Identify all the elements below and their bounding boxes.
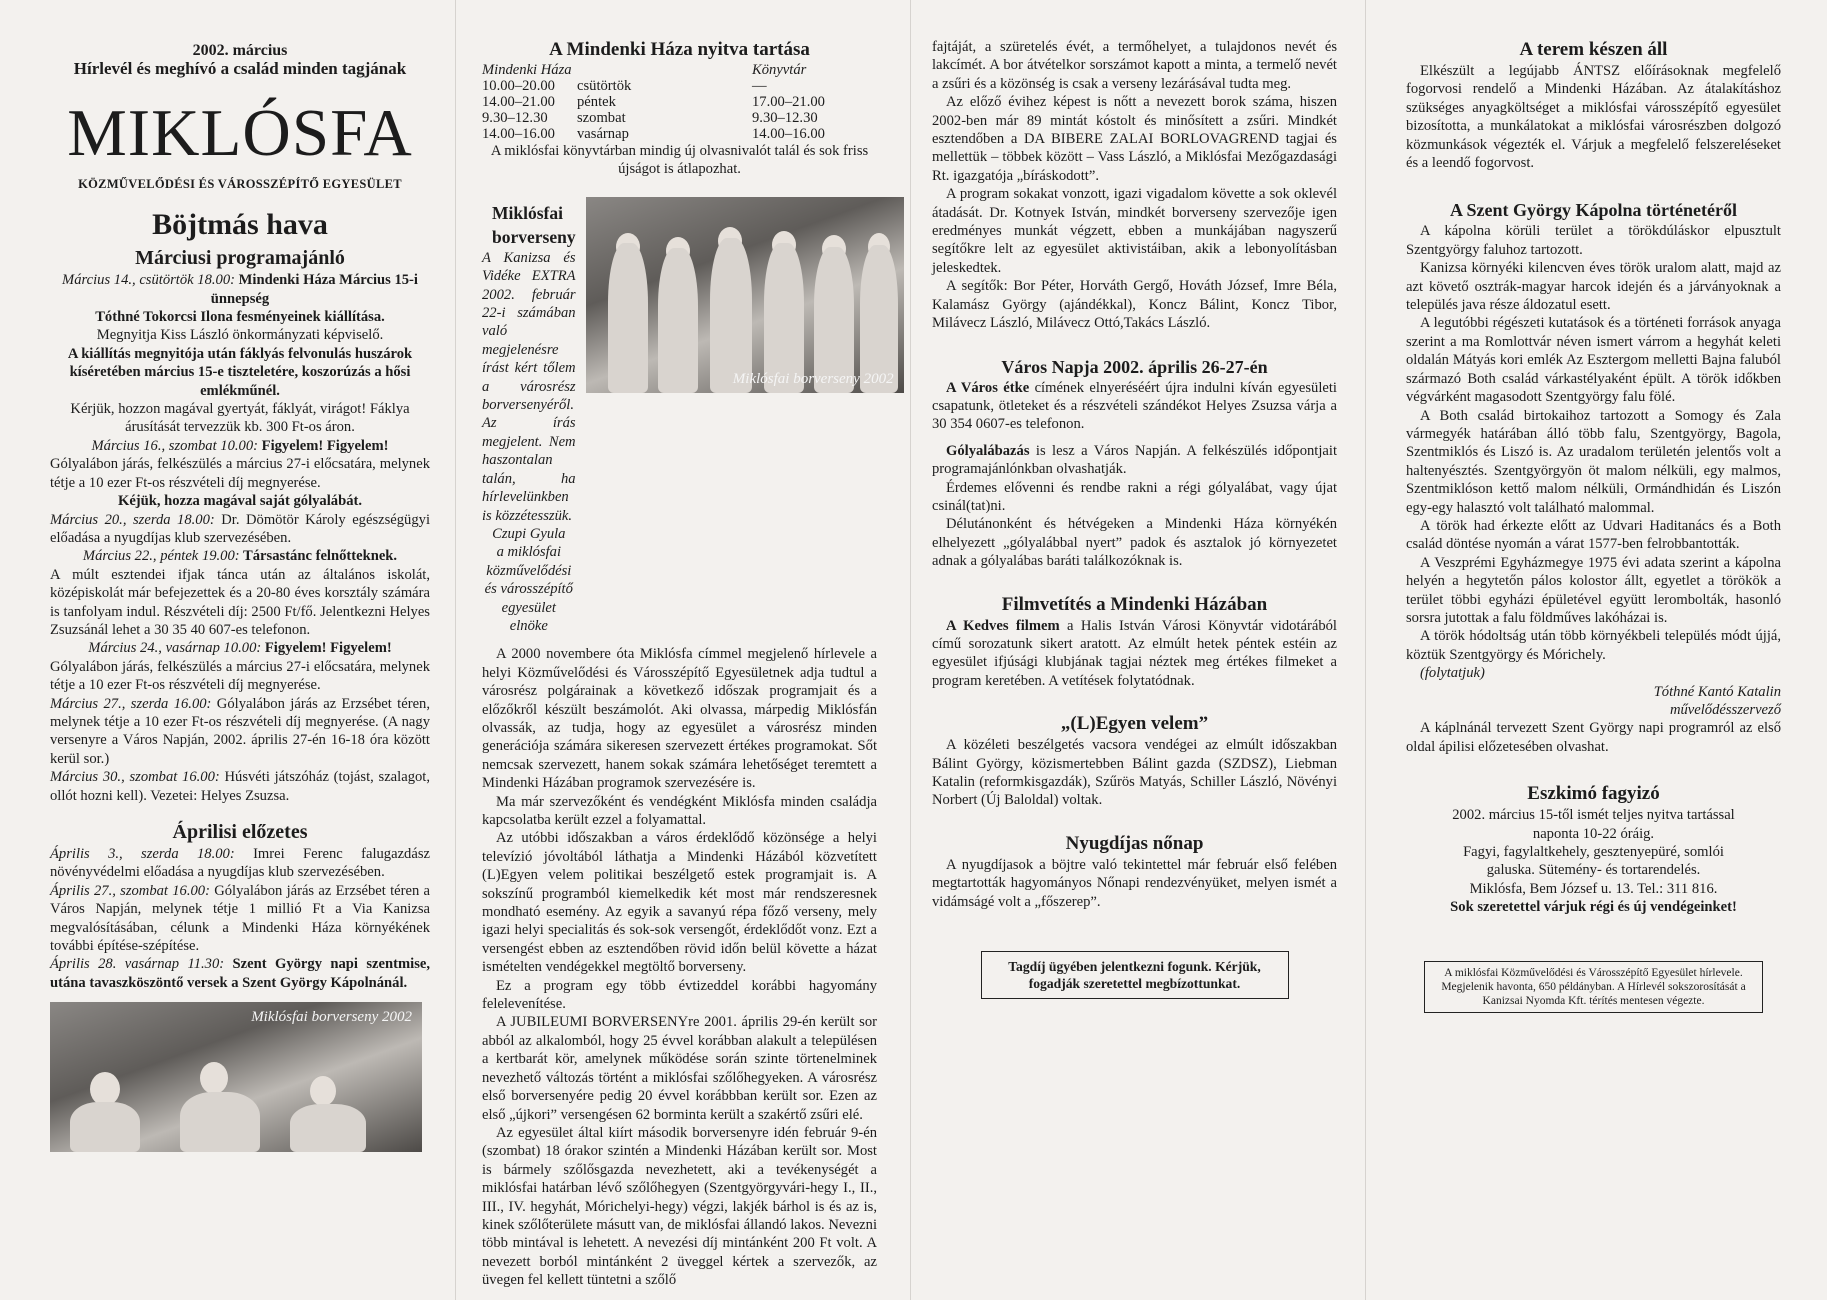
article-paragraph: Az utóbbi időszakban a város érdeklődő közönsége a helyi televízió jóvoltából láthatja a Mindenki Házából közvetített (L)Egyen velem politikai beszélgető estek programjait is. A sokszínű programból kiemelkedik két most már rendszeresnek mondható esemény. Az egyik a savanyú répa főző verseny, mely igazi helyi specialitás és sok-sok versengőt, érdeklődőt vonz. Ezt a versengést ebben az esztendőben rövid időn belül követte a házat ismételten vendégekkel megtöltő borverseny.: [482, 830, 877, 976]
opening-hours-table: [482, 62, 877, 142]
wine-contest-photo: [50, 1002, 422, 1152]
article-paragraph: A közéleti beszélgetés vacsora vendégei az elmúlt időszakban Bálint György, közismertebben Bálint gazda (SZDSZ), Liebman Katalin (reformkisgazdák), Szűrös Matyás, Schiller László, Növényi Norbert (Új Baloldal) voltak.: [932, 737, 1337, 809]
hours-cell: 14.00–16.00: [482, 126, 555, 142]
program-item: Március 27., szerda 16.00: Gólyalábon járás az Erzsébet téren, melynek tétje a 10 ezer Ft-os részvételi díj megnyerése. (A nagy versenyre a Város Napján, 2002. április 27-én 16-18 óra között kerül sor.): [50, 695, 430, 767]
column-chapel: [1406, 0, 1781, 1013]
hours-cell: 14.00–21.00: [482, 94, 555, 110]
article-paragraph: A program sokakat vonzott, igazi vigadalom követte a sok oklevél átadását. Dr. Kotnyek István, mindkét borverseny szervezője igen eredményes munkát végzett, ebben a munkájában nagyszerű segítőkre lelt az egyesület aktivistáiban, akik a lebonyolításban jeleskedtek.: [932, 186, 1337, 276]
program-text: Tóthné Tokorcsi Ilona fesményeinek kiállítása.: [95, 309, 385, 326]
hours-header: Mindenki Háza: [482, 62, 572, 78]
page-fold: [1365, 0, 1366, 1300]
column-events: [932, 0, 1337, 999]
hours-note: A miklósfai könyvtárban mindig új olvasnivalót talál és sok friss újságot is átlapozhat.: [490, 143, 869, 178]
article-paragraph: A Both család birtokaihoz tartozott a Somogy és Zala vármegyék határában álló több falu, Szentgyörgy, Bagola, Szentmiklós és Liszó is. Az uradalom területén jelentős volt a haltenyésztés. Szentgyörgyön öt malom nélküli, egy malmos, Szentmiklóson kettő malom nélküli, Ormándhidán és Liszón egy-egy halasztó volt található malommal.: [1406, 407, 1781, 516]
page-fold: [455, 0, 456, 1300]
hours-cell: csütörtök: [577, 78, 632, 94]
article-paragraph: Délutánonként és hétvégeken a Mindenki Háza környékén elhelyezett „gólyalábbal nyert” padok és asztalok jó környezetet adnak a gólyalábas baráti találkozóknak is.: [932, 516, 1337, 570]
program-item: Március 30., szombat 16.00: Húsvéti játszóház (tojást, szalagot, ollót hozni kell). Vezetei: Helyes Zsuzsa.: [50, 769, 430, 804]
imprint-box: A miklósfai Közművelődési és Városszépítő Egyesület hírlevele. Megjelenik havonta, 650 példányban. A Hírlevél sokszorosítását a Kanizsai Nyomda Kft. térítés mentesen végezte.: [1424, 961, 1763, 1013]
article-paragraph: A 2000 novembere óta Miklósfa címmel megjelenő hírlevele a helyi Közművelődési és Városszépítő Egyesületnek adja tudtul a városrész polgárainak a következő időszak programjait és a előzőkről készült beszámolót. Aki olvassa, márpedig Miklósfán olvassák, az tudja, hogy az egyesület a városrész minden generációja számára sikeresen szervezett értékes programokat. Sőt nemcsak szervezett, hanem sokak számára lehetőséget teremtett a Mindenki Házában programok szervezésére is.: [482, 646, 877, 792]
article-paragraph: A segítők: Bor Péter, Horváth Gergő, Hováth József, Imre Béla, Kalamász György (ajándékkal), Koncz Bálint, Koncz Tibor, Milávecz László, Milávecz Ottó,Takács László.: [932, 278, 1337, 332]
article-paragraph: A Kedves filmem a Halis István Városi Könyvtár vidotárából című sorozatunk sikert aratott. Az elmúlt hetek péntek estéin az egyesület ifjúsági klubjának tagjai néztek meg értékes filmeket a program keretében. A vetítések folytatódnak.: [932, 617, 1337, 689]
article-paragraph: A legutóbbi régészeti kutatások és a történeti források anyaga szerint a ma Romlottvár néven ismert várrom a hegyhát keleti oldalán Mátyás kori emlék Az Esztergom melletti Bajna faluból származó Both család várkastélyaként épült. A török időkben végvárként magasodott Szentgyörgy falu fölé.: [1406, 315, 1781, 406]
article-paragraph: Ez a program egy több évtizeddel korábbi hagyomány felelevenítése.: [482, 977, 877, 1013]
page-fold: [910, 0, 911, 1300]
article-paragraph: fajtáját, a szüretelés évét, a termőhelyet, a tulajdonos nevét és lakcímét. A bor átvételkor sorszámot kapott a minta, a termelő nevét a zsűri és a közönség is csak a verseny lezárásával tudta meg.: [932, 39, 1337, 92]
lent-title: Böjtmás hava: [152, 208, 328, 242]
article-paragraph: Az előző évihez képest is nőtt a nevezett borok száma, hiszen 2002-ben már 89 mintát kóstolt és minősített a zsűri. Mindkét esztendőben a DA BIBERE ZALAI BORLOVAGREND tagjai és mellettük – többek között – Vass László, a Miklósfai Mezőgazdasági Rt. igazgatója „bíráskodott”.: [932, 94, 1337, 184]
program-item: Március 24., vasárnap 10.00: Figyelem! Figyelem!: [88, 640, 392, 657]
ice-cream-closing: Sok szeretettel várjuk régi és új vendégeinket!: [1450, 899, 1737, 916]
to-be-continued: (folytatjuk): [1420, 665, 1485, 682]
hours-cell: szombat: [577, 110, 626, 126]
hours-cell: péntek: [577, 94, 616, 110]
column-front-page: [50, 0, 430, 1152]
program-item: Március 22., péntek 19.00: Társastánc felnőtteknek.: [82, 548, 398, 565]
association-name: KÖZMŰVELŐDÉSI ÉS VÁROSSZÉPÍTŐ EGYESÜLET: [78, 176, 402, 191]
legyen-title: „(L)Egyen velem”: [1060, 713, 1209, 735]
march-program-title: Márciusi programajánló: [135, 247, 345, 270]
article-paragraph: A nyugdíjasok a böjtre való tekintettel már február első felében megtartották hagyományos Nőnapi rendezvényüket, melyen ismét a vidámságé volt a „főszerep”.: [932, 856, 1337, 910]
wine-intro: A Kanizsa és Vidéke EXTRA 2002. február 22-i számában való megjelenésre írást kért tőlem a városrész borversenyéről. Az írás megjelent. Nem haszontalan talán, ha hírlevelünkben is közzétesszük.: [482, 249, 576, 524]
article-paragraph: Kanizsa környéki kilencven éves török uralom alatt, majd az azt követő osztrák-magyar harcok idején és a járványoknak a település java része áldozatul esett.: [1406, 260, 1781, 314]
program-text: Megnyitja Kiss László önkormányzati képviselő.: [96, 327, 384, 344]
program-text: A kiállítás megnyitója után fáklyás felvonulás huszárok kíséretében március 15-e tiszteletére, koszorúzás a hősi emlékműnél.: [67, 345, 413, 399]
ice-cream-line: Fagyi, fagylaltkehely, gesztenyepüré, somlói: [1463, 844, 1724, 861]
pension-title: Nyugdíjas nőnap: [1065, 832, 1204, 854]
program-text: Kérjük, hozzon magával gyertyát, fáklyát, virágot! Fáklya árusítását tervezzük kb. 300 Ft-os áron.: [70, 401, 410, 436]
hours-cell: 14.00–16.00: [752, 126, 825, 142]
masthead: MIKLÓSFA: [67, 95, 413, 170]
author-name: Tóthné Kantó Katalin: [1653, 683, 1781, 700]
program-text: A múlt esztendei ifjak tánca után az általános iskolát, középiskolát már befejezettek és a 20-80 éves korsztály számára is tanfolyam indul. Részvételi díj: 2500 Ft/fő. Jelentkezni Helyes Zsuzsánál lehet a 30 35 40 607-es telefonon.: [50, 566, 430, 638]
room-title: A terem készen áll: [1519, 39, 1668, 60]
membership-fee-box: Tagdíj ügyében jelentkezni fogunk. Kérjük, fogadják szeretettel megbízottunkat.: [981, 951, 1289, 999]
article-paragraph: A Város étke címének elnyeréséért újra indulni kíván egyesületi csapatunk, ötleteket és a részvételi szándékot Helyes Zsuzsa várja a 30 354 0607-es telefonon.: [932, 379, 1337, 433]
wine-knights-photo: [586, 197, 904, 393]
newsletter-subtitle: Hírlevél és meghívó a család minden tagjának: [73, 59, 407, 79]
wine-author-role: a miklósfai közművelődési és városszépítő egyesület elnöke: [484, 544, 573, 634]
wine-title: Miklósfai borverseny: [492, 202, 576, 247]
hours-header: Könyvtár: [752, 62, 807, 78]
film-title: Filmvetítés a Mindenki Házában: [1001, 593, 1268, 615]
article-paragraph: Elkészült a legújabb ÁNTSZ előírásoknak megfelelő fogorvosi rendelő a Mindenki Házában. Az átalakításhoz szükséges anyagköltséget a miklósfai városszépítő egyesület bizosította, a munkálatokat a miklósfai városrészben dolgozó közmunkások végezték el. Várjuk a megfelelő felszereléseket és a leendő fogorvost.: [1406, 63, 1781, 172]
article-paragraph: A török hódoltság után több környékbeli település módt újjá, köztük Szentgyörgy és Mórichely.: [1406, 628, 1781, 663]
hours-cell: 17.00–21.00: [752, 94, 825, 110]
wine-author: Czupi Gyula: [492, 525, 566, 542]
april-preview-title: Áprilisi előzetes: [172, 821, 308, 843]
wine-article: [482, 645, 877, 1289]
chapel-title: A Szent György Kápolna történetéről: [1450, 200, 1737, 221]
ice-cream-title: Eszkimó fagyizó: [1527, 783, 1660, 805]
program-item: Március 16., szombat 10.00: Figyelem! Figyelem!: [91, 437, 389, 454]
program-text: Kéjük, hozza magával saját gólyalábát.: [117, 493, 363, 510]
article-paragraph: Gólyalábazás is lesz a Város Napján. A felkészülés időpontjait programajánlónkban olvashatják.: [932, 442, 1337, 478]
article-paragraph: Az egyesület által kiírt második borversenyre idén február 9-én (szombat) 18 órakor szintén a Mindenki Házában került sor. Most is bármely szőlősgazda nevezhetett, aki a tevékenységét a miklósfai határban lévő szőlőhegyen (Szentgyörgyvári-hegy I., II., III., IV. hegyhát, Mórichelyi-hegy) végzi, lakjék bárhol is és az is, kinek szőlőterülete másutt van, de miklósfai állandó lakos. Nevezni több mintával is lehetett. A nevezési díj mintánként 200 Ft volt. A nevezett borból mintánként 2 üveggel kértek a szervezők, az üvegen fel kellett tüntetni a szőlő: [482, 1124, 877, 1289]
hours-cell: —: [752, 78, 767, 94]
article-paragraph: A káplnánál tervezett Szent György napi programról az első oldal ápilisi előzetesében olvashat.: [1406, 720, 1781, 755]
hours-header: [577, 62, 752, 78]
program-item: Április 3., szerda 18.00: Imrei Ferenc falugazdász növényvédelmi előadása a nyugdíjas klub szervezésében.: [50, 846, 430, 881]
city-day-title: Város Napja 2002. április 26-27-én: [1001, 356, 1268, 377]
article-paragraph: Ma már szervezőként és vendégként Miklósfa minden családja kapcsolatba került ezzel a folyamattal.: [482, 793, 877, 828]
article-paragraph: A török had érkezte előtt az Udvari Haditanács és a Both család döntése nyomán a várat 1577-ben felrobbantották.: [1406, 517, 1781, 553]
author-role: művelődésszervező: [1669, 702, 1781, 718]
article-paragraph: A Veszprémi Egyházmegye 1975 évi adata szerint a kápolna helyén a hegytetőn pálos kolostor állt, egyetlet a törökök a terület többi egyházi épületével együtt lerombolták, hasonló sorsra jutottak a falu földműves lakóházai is.: [1406, 554, 1781, 626]
program-item: Április 27., szombat 16.00: Gólyalábon járás az Erzsébet téren a Város Napján, melynek tétje 1 millió Ft a Via Kanizsa megvalósításában, célunk a Mindenki Háza környékének további építése-szépítése.: [50, 882, 430, 955]
program-item: Március 20., szerda 18.00: Dr. Dömötör Károly egészségügyi előadása a nyugdíjas klub szervezésében.: [50, 511, 430, 546]
hours-cell: 9.30–12.30: [482, 110, 548, 126]
article-paragraph: A kápolna körüli terület a törökdúláskor elpusztult Szentgyörgy faluhoz tartozott.: [1406, 223, 1781, 258]
ice-cream-line: naponta 10-22 óráig.: [1532, 825, 1655, 842]
program-item: Április 28. vasárnap 11.30: Szent György napi szentmise, utána tavaszköszöntő versek a Szent György Kápolnánál.: [50, 956, 431, 991]
program-text: Gólyalábon járás, felkészülés a március 27-i előcsatára, melynek tétje a 10 ezer Ft-os részvételi díj megnyerése.: [50, 658, 430, 694]
issue-date: 2002. március: [192, 42, 288, 59]
article-paragraph: A JUBILEUMI BORVERSENYre 2001. április 29-én került sor abból az alkalomból, hogy 25 évvel korábban alakult a településen a kertbarát kör, amelynek működése során szinte törtenelminek nevezhető változás történt a miklósfai szőlőhegyeken. A városrész első borversenyére pedig 20 évvel korábbban került sor. Ezen az első „újkori” versengésen 62 borminta került a szakértő zsűri elé.: [482, 1014, 877, 1123]
ice-cream-line: galuska. Sütemény- és tortarendelés.: [1486, 862, 1701, 879]
hours-title: A Mindenki Háza nyitva tartása: [549, 39, 810, 60]
photo-caption: Miklósfai borverseny 2002: [732, 371, 894, 388]
program-text: Gólyalábon járás, felkészülés a március 27-i előcsatára, melynek tétje a 10 ezer Ft-os részvételi díj megnyerése.: [50, 456, 430, 491]
program-item: Március 14., csütörtök 18.00: Mindenki Háza Március 15-i ünnepség: [62, 272, 418, 307]
ice-cream-line: Miklósfa, Bem József u. 13. Tel.: 311 816.: [1469, 880, 1718, 897]
hours-cell: 9.30–12.30: [752, 110, 818, 126]
column-wine-contest: [482, 0, 894, 1290]
hours-cell: vasárnap: [577, 126, 629, 142]
photo-caption: Miklósfai borverseny 2002: [251, 1009, 412, 1026]
hours-cell: 10.00–20.00: [482, 78, 555, 94]
article-paragraph: Érdemes elővenni és rendbe rakni a régi gólyalábat, vagy újat csinál(tat)ni.: [932, 479, 1337, 514]
ice-cream-line: 2002. március 15-től ismét teljes nyitva tartással: [1452, 807, 1735, 824]
wine-intro-block: [482, 201, 894, 636]
